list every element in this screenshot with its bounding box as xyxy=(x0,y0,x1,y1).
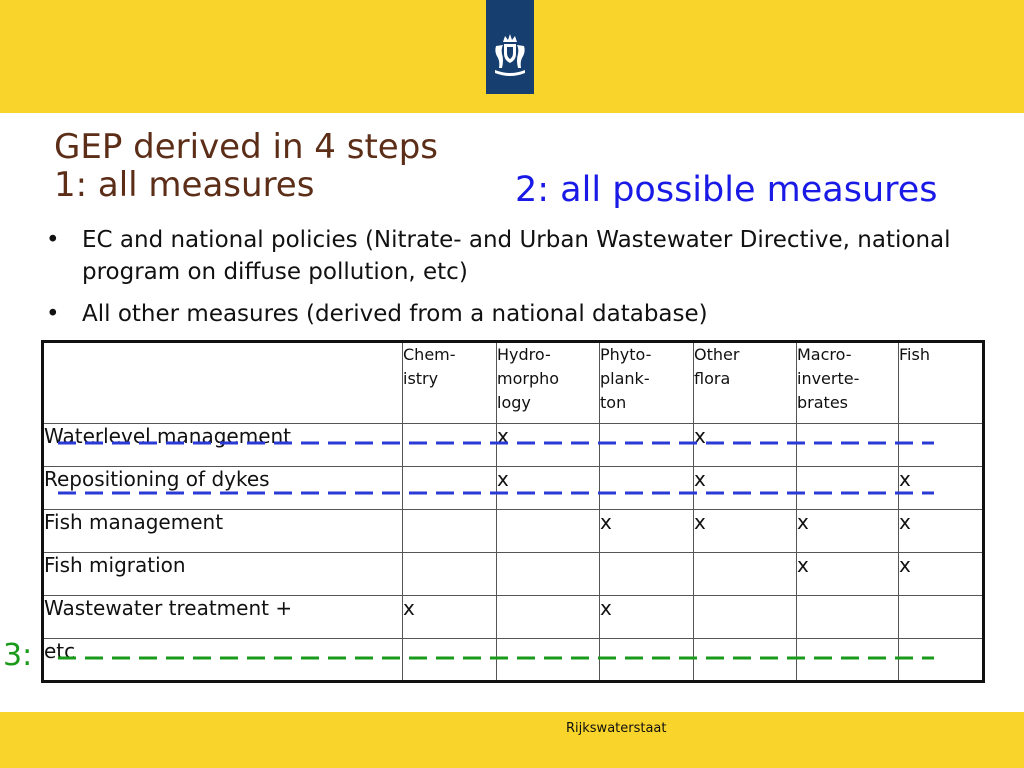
row-label: etc xyxy=(43,639,403,682)
column-header: Macro- inverte- brates xyxy=(797,345,860,412)
bullet-item: • EC and national policies (Nitrate- and Urban Wastewater Directive, national program on diffuse pollution, etc) xyxy=(44,224,984,288)
slide-subtitle: 2: all possible measures xyxy=(515,170,938,210)
row-label: Waterlevel management xyxy=(43,424,403,467)
bullet-item: • All other measures (derived from a national database) xyxy=(44,298,984,330)
cell-mark: x xyxy=(899,553,911,577)
cell-mark: x xyxy=(403,596,415,620)
cell-mark: x xyxy=(694,510,706,534)
column-header: Chem- istry xyxy=(403,345,456,388)
title-line-1: GEP derived in 4 steps xyxy=(54,127,438,167)
cell-mark: x xyxy=(600,510,612,534)
step-3-label: 3: xyxy=(3,638,33,673)
cell-mark: x xyxy=(899,467,911,491)
bottom-band xyxy=(0,712,1024,768)
cell-mark: x xyxy=(497,467,509,491)
title-line-2: 1: all measures xyxy=(54,165,315,205)
cell-mark: x xyxy=(600,596,612,620)
footer-text: Rijkswaterstaat xyxy=(566,721,667,736)
row-label: Wastewater treatment + xyxy=(43,596,403,639)
column-header: Phyto- plank- ton xyxy=(600,345,652,412)
column-header: Other flora xyxy=(694,345,740,388)
row-label: Repositioning of dykes xyxy=(43,467,403,510)
cell-mark: x xyxy=(899,510,911,534)
cell-mark: x xyxy=(694,467,706,491)
cell-mark: x xyxy=(797,553,809,577)
column-header: Fish xyxy=(899,345,930,364)
row-label: Fish management xyxy=(43,510,403,553)
cell-mark: x xyxy=(797,510,809,534)
cell-mark: x xyxy=(497,424,509,448)
column-header: Hydro- morpho logy xyxy=(497,345,560,412)
row-label: Fish migration xyxy=(43,553,403,596)
cell-mark: x xyxy=(694,424,706,448)
